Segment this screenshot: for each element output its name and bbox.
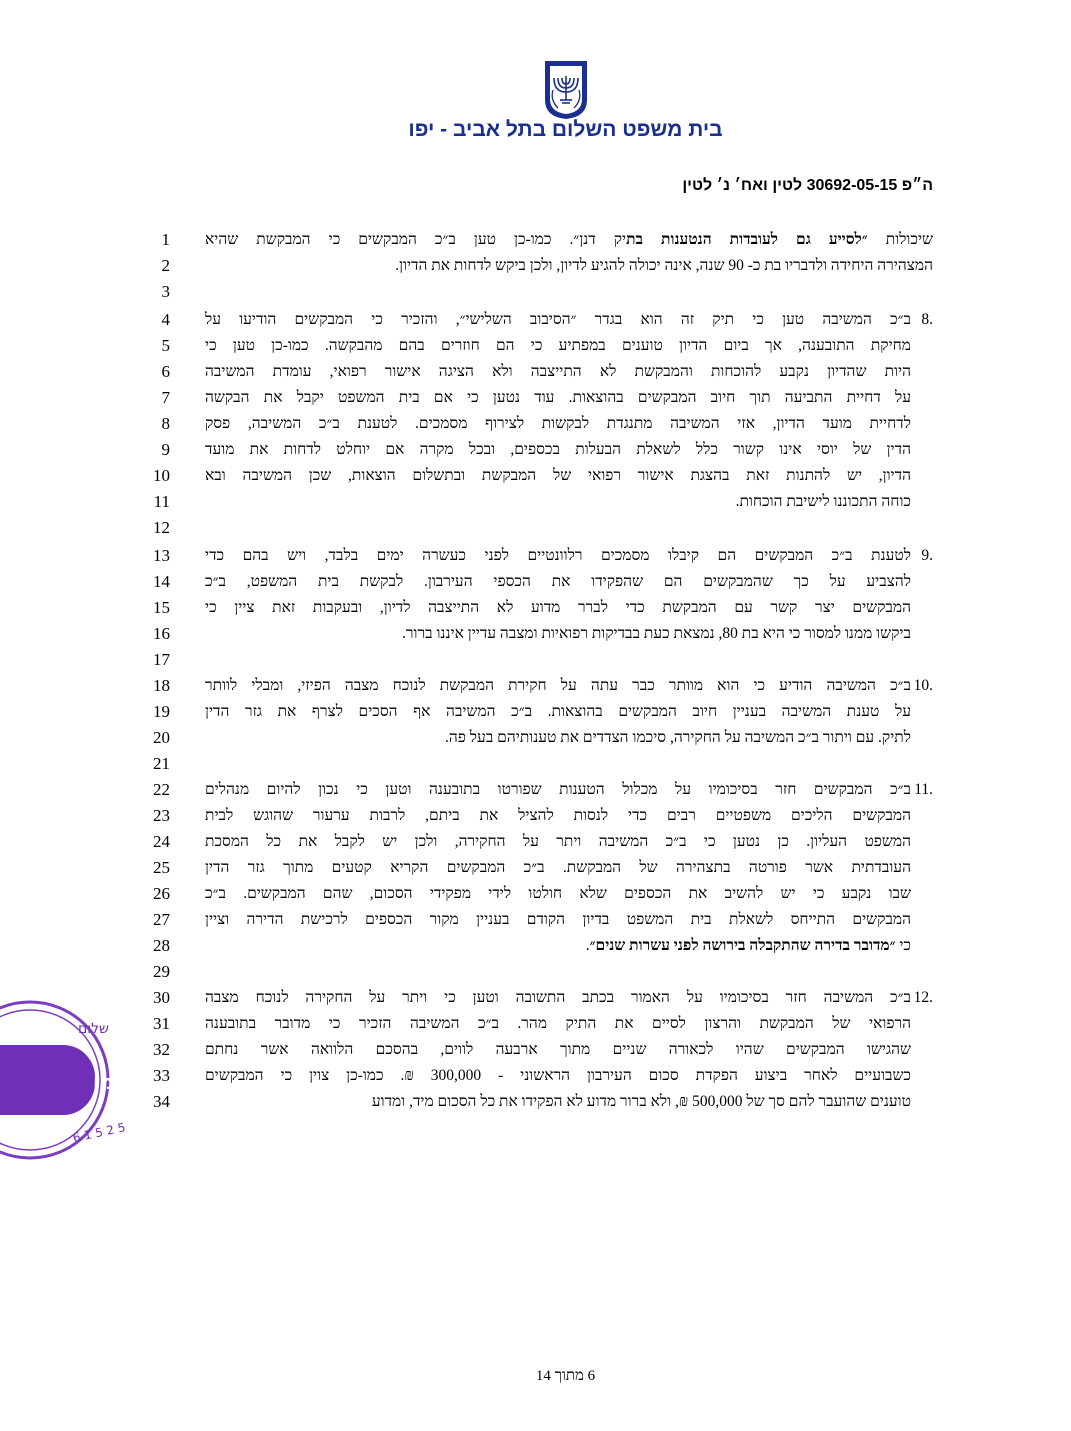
line-number: 15 bbox=[153, 598, 170, 617]
line-text: על טענת המשיבה בעניין חיוב המבקשים בהוצאות. ב״כ המשיבה אף הסכים לצרף את גזר הדין bbox=[205, 703, 911, 720]
line-text: לטענת ב״כ המבקשים הם קיבלו מסמכים רלוונטיים לפני כעשרה ימים בלבד, ויש בהם כדי bbox=[205, 547, 911, 564]
document-line bbox=[60, 778, 1071, 804]
line-text: המצהירה היחידה ולדבריו בת כ- 90 שנה, אינה יכולה להגיע לדיון, ולכן ביקש לדחות את הדיון. bbox=[395, 257, 933, 274]
line-number: 5 bbox=[161, 336, 170, 355]
document-line bbox=[60, 596, 1071, 622]
document-line bbox=[60, 648, 1071, 674]
line-text: ביקשו ממנו למסור כי היא בת 80, נמצאת כעת בבדיקות רפואיות ומצבה עדיין איננו ברור. bbox=[402, 625, 911, 642]
line-text: העובדתית אשר פורטה בתצהירה של המבקשת. ב״כ המבקשים הקריא קטעים מתוך גזר הדין bbox=[205, 859, 911, 876]
line-text: הדיון, יש להתנות זאת בהצגת אישור רפואי של המבקשת ובתשלום הוצאות, שכן המשיבה ובא bbox=[205, 467, 911, 484]
line-number: 17 bbox=[153, 650, 170, 669]
line-text: כשבועיים לאחר ביצוע הפקדת סכום העירבון הראשוני - 300,000 ₪. כמו-כן צוין כי המבקשים bbox=[205, 1067, 911, 1084]
line-number: 1 bbox=[161, 230, 170, 249]
stamp-text-mid: אמן bbox=[93, 1070, 129, 1094]
line-text: המבקשים התייחס לשאלת בית המשפט בדיון הקודם בעניין מקור הכספים לרכישת הדירה וציין bbox=[205, 911, 911, 928]
line-text: ב״כ המבקשים חזר בסיכומיו על מכלול הטענות שפורטו בתובענה וטען כי נכון להיום מנהלים bbox=[205, 781, 911, 798]
line-number: 30 bbox=[153, 988, 170, 1007]
line-text: הדין של יוסי אינו קשור כלל לשאלת הבעלות בכספים, ובכל מקרה אם יוחלט לדחות את מועד bbox=[205, 441, 911, 458]
line-text: המשפט העליון. כן נטען כי ב״כ המשיבה ויתר על החקירה, ולכן יש לקבל את כל המסכת bbox=[205, 833, 911, 850]
line-number: 4 bbox=[161, 310, 170, 329]
line-text: ב״כ המשיבה טען כי תיק זה הוא בגדר ״הסיבוב השלישי״, והזכיר כי המבקשים הודיעו על bbox=[205, 311, 911, 328]
line-text: שהגישו המבקשים שהיו לכאורה שניים מתוך ארבעה לווים, בהסכם הלוואה אשר נחתם bbox=[205, 1041, 911, 1058]
paragraph-number: 11. bbox=[914, 781, 933, 798]
line-text: להצביע על כך שהמבקשים הם שהפקידו את הכספי העירבון. לבקשת בית המשפט, ב״כ bbox=[205, 573, 911, 590]
document-line bbox=[60, 882, 1071, 908]
document-line bbox=[60, 1090, 1071, 1116]
document-line bbox=[60, 960, 1071, 986]
line-text: הרפואי של המבקשת והרצון לסיים את התיק מהר. ב״כ המשיבה הזכיר כי מדובר בתובענה bbox=[205, 1015, 911, 1032]
state-emblem-icon bbox=[544, 60, 588, 120]
line-number: 11 bbox=[153, 492, 170, 511]
line-number: 29 bbox=[153, 962, 170, 981]
page-footer: 6 מתוך 14 bbox=[535, 1368, 596, 1384]
line-number: 21 bbox=[153, 754, 170, 773]
document-line bbox=[60, 752, 1071, 778]
paragraph-number: 9. bbox=[921, 547, 933, 564]
line-number: 25 bbox=[153, 858, 170, 877]
document-line bbox=[60, 516, 1071, 542]
document-line bbox=[60, 464, 1071, 490]
document-line bbox=[60, 360, 1071, 386]
document-line bbox=[60, 570, 1071, 596]
line-text: כוחה התכוננו לישיבת הוכחות. bbox=[735, 493, 911, 510]
document-line bbox=[60, 490, 1071, 516]
line-text: שיכולות ״לסייע גם לעובדות הנטענות בתיק דנן״. כמו-כן טען ב״כ המבקשים כי המבקשת שהיא bbox=[205, 231, 933, 248]
stamp-text-top: שלום bbox=[78, 1021, 109, 1037]
paragraph-number: 10. bbox=[913, 677, 933, 694]
line-text: כי ״מדובר בדירה שהתקבלה בירושה לפני עשרות שנים״. bbox=[585, 937, 911, 954]
line-text: שבו נקבע כי יש להשיב את הכספים שלא חולטו לידי מפקידי הסכום, שהם המבקשים. ב״כ bbox=[205, 885, 911, 902]
document-line bbox=[60, 804, 1071, 830]
paragraph-number: 12. bbox=[913, 989, 933, 1006]
document-line bbox=[60, 726, 1071, 752]
line-number: 13 bbox=[153, 546, 170, 565]
line-number: 22 bbox=[153, 780, 170, 799]
document-line bbox=[60, 1038, 1071, 1064]
line-number: 33 bbox=[153, 1066, 170, 1085]
line-number: 34 bbox=[153, 1092, 170, 1111]
line-text: לתיק. עם ויתור ב״כ המשיבה על החקירה, סיכמו הצדדים את טענותיהם בעל פה. bbox=[445, 729, 911, 746]
document-line bbox=[60, 228, 1071, 254]
line-text: המבקשים הליכים משפטיים רבים כדי לנסות להציל את ביתם, לרבות ערעור שהוגש לבית bbox=[205, 807, 911, 824]
line-text: מחיקת התובענה, אך ביום הדיון טוענים במפתיע כי הם חוזרים בהם מהבקשה. כמו-כן טען כי bbox=[205, 337, 911, 354]
line-text: על דחיית התביעה תוך חיוב המבקשים בהוצאות. עוד נטען כי אם בית המשפט יקבל את הבקשה bbox=[205, 389, 911, 406]
line-number: 2 bbox=[161, 256, 170, 275]
document-line bbox=[60, 674, 1071, 700]
court-name: בית משפט השלום בתל אביב - יפו bbox=[408, 118, 723, 141]
document-line bbox=[60, 280, 1071, 306]
case-title: ה״פ 30692-05-15 לטין ואח׳ נ׳ לטין bbox=[682, 177, 933, 194]
court-stamp-icon bbox=[0, 985, 129, 1175]
document-line bbox=[60, 830, 1071, 856]
line-number: 18 bbox=[153, 676, 170, 695]
line-number: 24 bbox=[153, 832, 170, 851]
document-line bbox=[60, 700, 1071, 726]
document-line bbox=[60, 856, 1071, 882]
document-line bbox=[60, 1012, 1071, 1038]
document-line bbox=[60, 412, 1071, 438]
line-number: 23 bbox=[153, 806, 170, 825]
line-text: ב״כ המשיבה הודיע כי הוא מוותר כבר עתה על חקירת המבקשת לנוכח מצבה הפיזי, ומבלי לוותר bbox=[205, 677, 911, 694]
line-number: 8 bbox=[161, 414, 170, 433]
line-number: 28 bbox=[153, 936, 170, 955]
line-number: 16 bbox=[153, 624, 170, 643]
line-text: ב״כ המשיבה חזר בסיכומיו על האמור בכתב התשובה וטען כי ויתר על החקירה לנוכח מצבה bbox=[205, 989, 911, 1006]
line-text: המבקשים יצר קשר עם המבקשת כדי לברר מדוע לא התייצבה לדיון, ובעקבות זאת ציין כי bbox=[205, 599, 911, 616]
document-line bbox=[60, 934, 1071, 960]
line-number: 19 bbox=[153, 702, 170, 721]
document-line bbox=[60, 334, 1071, 360]
document-line bbox=[60, 308, 1071, 334]
line-number: 3 bbox=[161, 282, 170, 301]
line-number: 9 bbox=[161, 440, 170, 459]
stamp-text-bottom: 5 2 5 1 6 bbox=[71, 1120, 127, 1146]
document-line bbox=[60, 986, 1071, 1012]
line-number: 20 bbox=[153, 728, 170, 747]
document-line bbox=[60, 438, 1071, 464]
document-line bbox=[60, 1064, 1071, 1090]
document-line bbox=[60, 622, 1071, 648]
paragraph-number: 8. bbox=[921, 311, 933, 328]
line-text: היות שהדיון נקבע להוכחות והמבקשת לא התייצבה ולא הציגה אישור רפואי, עומדת המשיבה bbox=[205, 363, 911, 380]
line-text: לדחיית מועד הדיון, אזי המשיבה מתנגדת לבקשות לצירוף מסמכים. לטענת ב״כ המשיבה, פסק bbox=[205, 415, 911, 432]
line-number: 27 bbox=[153, 910, 170, 929]
document-line bbox=[60, 386, 1071, 412]
line-number: 12 bbox=[153, 518, 170, 537]
line-text: טוענים שהועבר להם סך של 500,000 ₪, ולא ברור מדוע לא הפקידו את כל הסכום מיד, ומדוע bbox=[371, 1093, 911, 1110]
document-line bbox=[60, 254, 1071, 280]
line-number: 10 bbox=[153, 466, 170, 485]
document-line bbox=[60, 544, 1071, 570]
line-number: 26 bbox=[153, 884, 170, 903]
line-number: 32 bbox=[153, 1040, 170, 1059]
line-number: 31 bbox=[153, 1014, 170, 1033]
line-number: 14 bbox=[153, 572, 170, 591]
document-line bbox=[60, 908, 1071, 934]
line-number: 7 bbox=[161, 388, 170, 407]
line-number: 6 bbox=[161, 362, 170, 381]
